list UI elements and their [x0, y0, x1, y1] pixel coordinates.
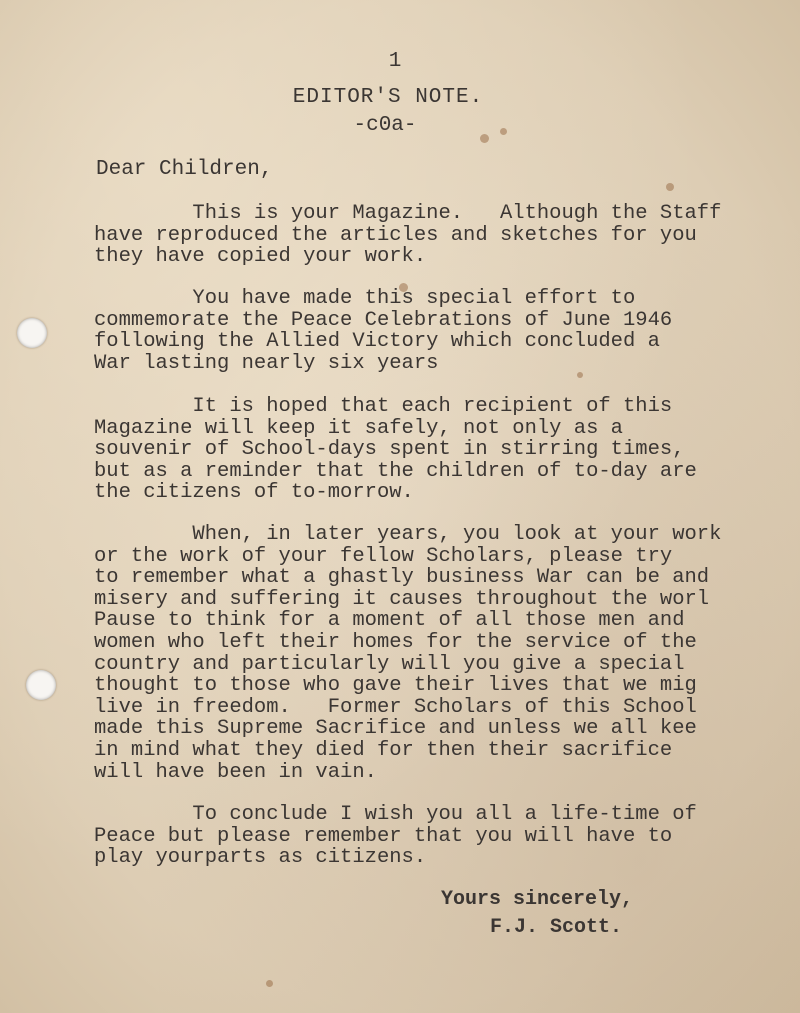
paragraph: To conclude I wish you all a life-time of Peace but please remember that you will have to play yourparts as citizens. — [94, 803, 697, 870]
title-separator: -c0a- — [353, 114, 417, 137]
salutation: Dear Children, — [96, 158, 273, 181]
paragraph: You have made this special effort to commemorate the Peace Celebrations of June 1946 following the Allied Victory which concluded a War lasting nearly six years — [94, 287, 673, 375]
closing: Yours sincerely, — [441, 888, 634, 911]
stain-mark — [666, 183, 674, 191]
paragraph: When, in later years, you look at your work or the work of your fellow Scholars, please try to remember what a ghastly business War can be and misery and suffering it causes throughout the worl Pause to think for a moment of all those men and women who left their homes for the service of the country and particularly will you give a special thought to those who gave their lives that we mig live in freedom. Former Scholars of this School made this Supreme Sacrifice and unless we all kee in mind what they died for then their sacrifice will have been in vain. — [94, 523, 722, 784]
paragraph: This is your Magazine. Although the Staff have reproduced the articles and sketches for you they have copied your work. — [94, 202, 722, 269]
paragraph: It is hoped that each recipient of this Magazine will keep it safely, not only as a souvenir of School-days spent in stirring times, but as a reminder that the children of to-day are the citizens of to-morrow. — [94, 395, 697, 505]
signature: F.J. Scott. — [490, 916, 623, 939]
page-title: EDITOR'S NOTE. — [292, 86, 484, 109]
punch-hole-bottom — [26, 670, 56, 700]
stain-mark — [266, 980, 273, 987]
page-number: 1 — [388, 50, 402, 73]
punch-hole-top — [17, 318, 47, 348]
